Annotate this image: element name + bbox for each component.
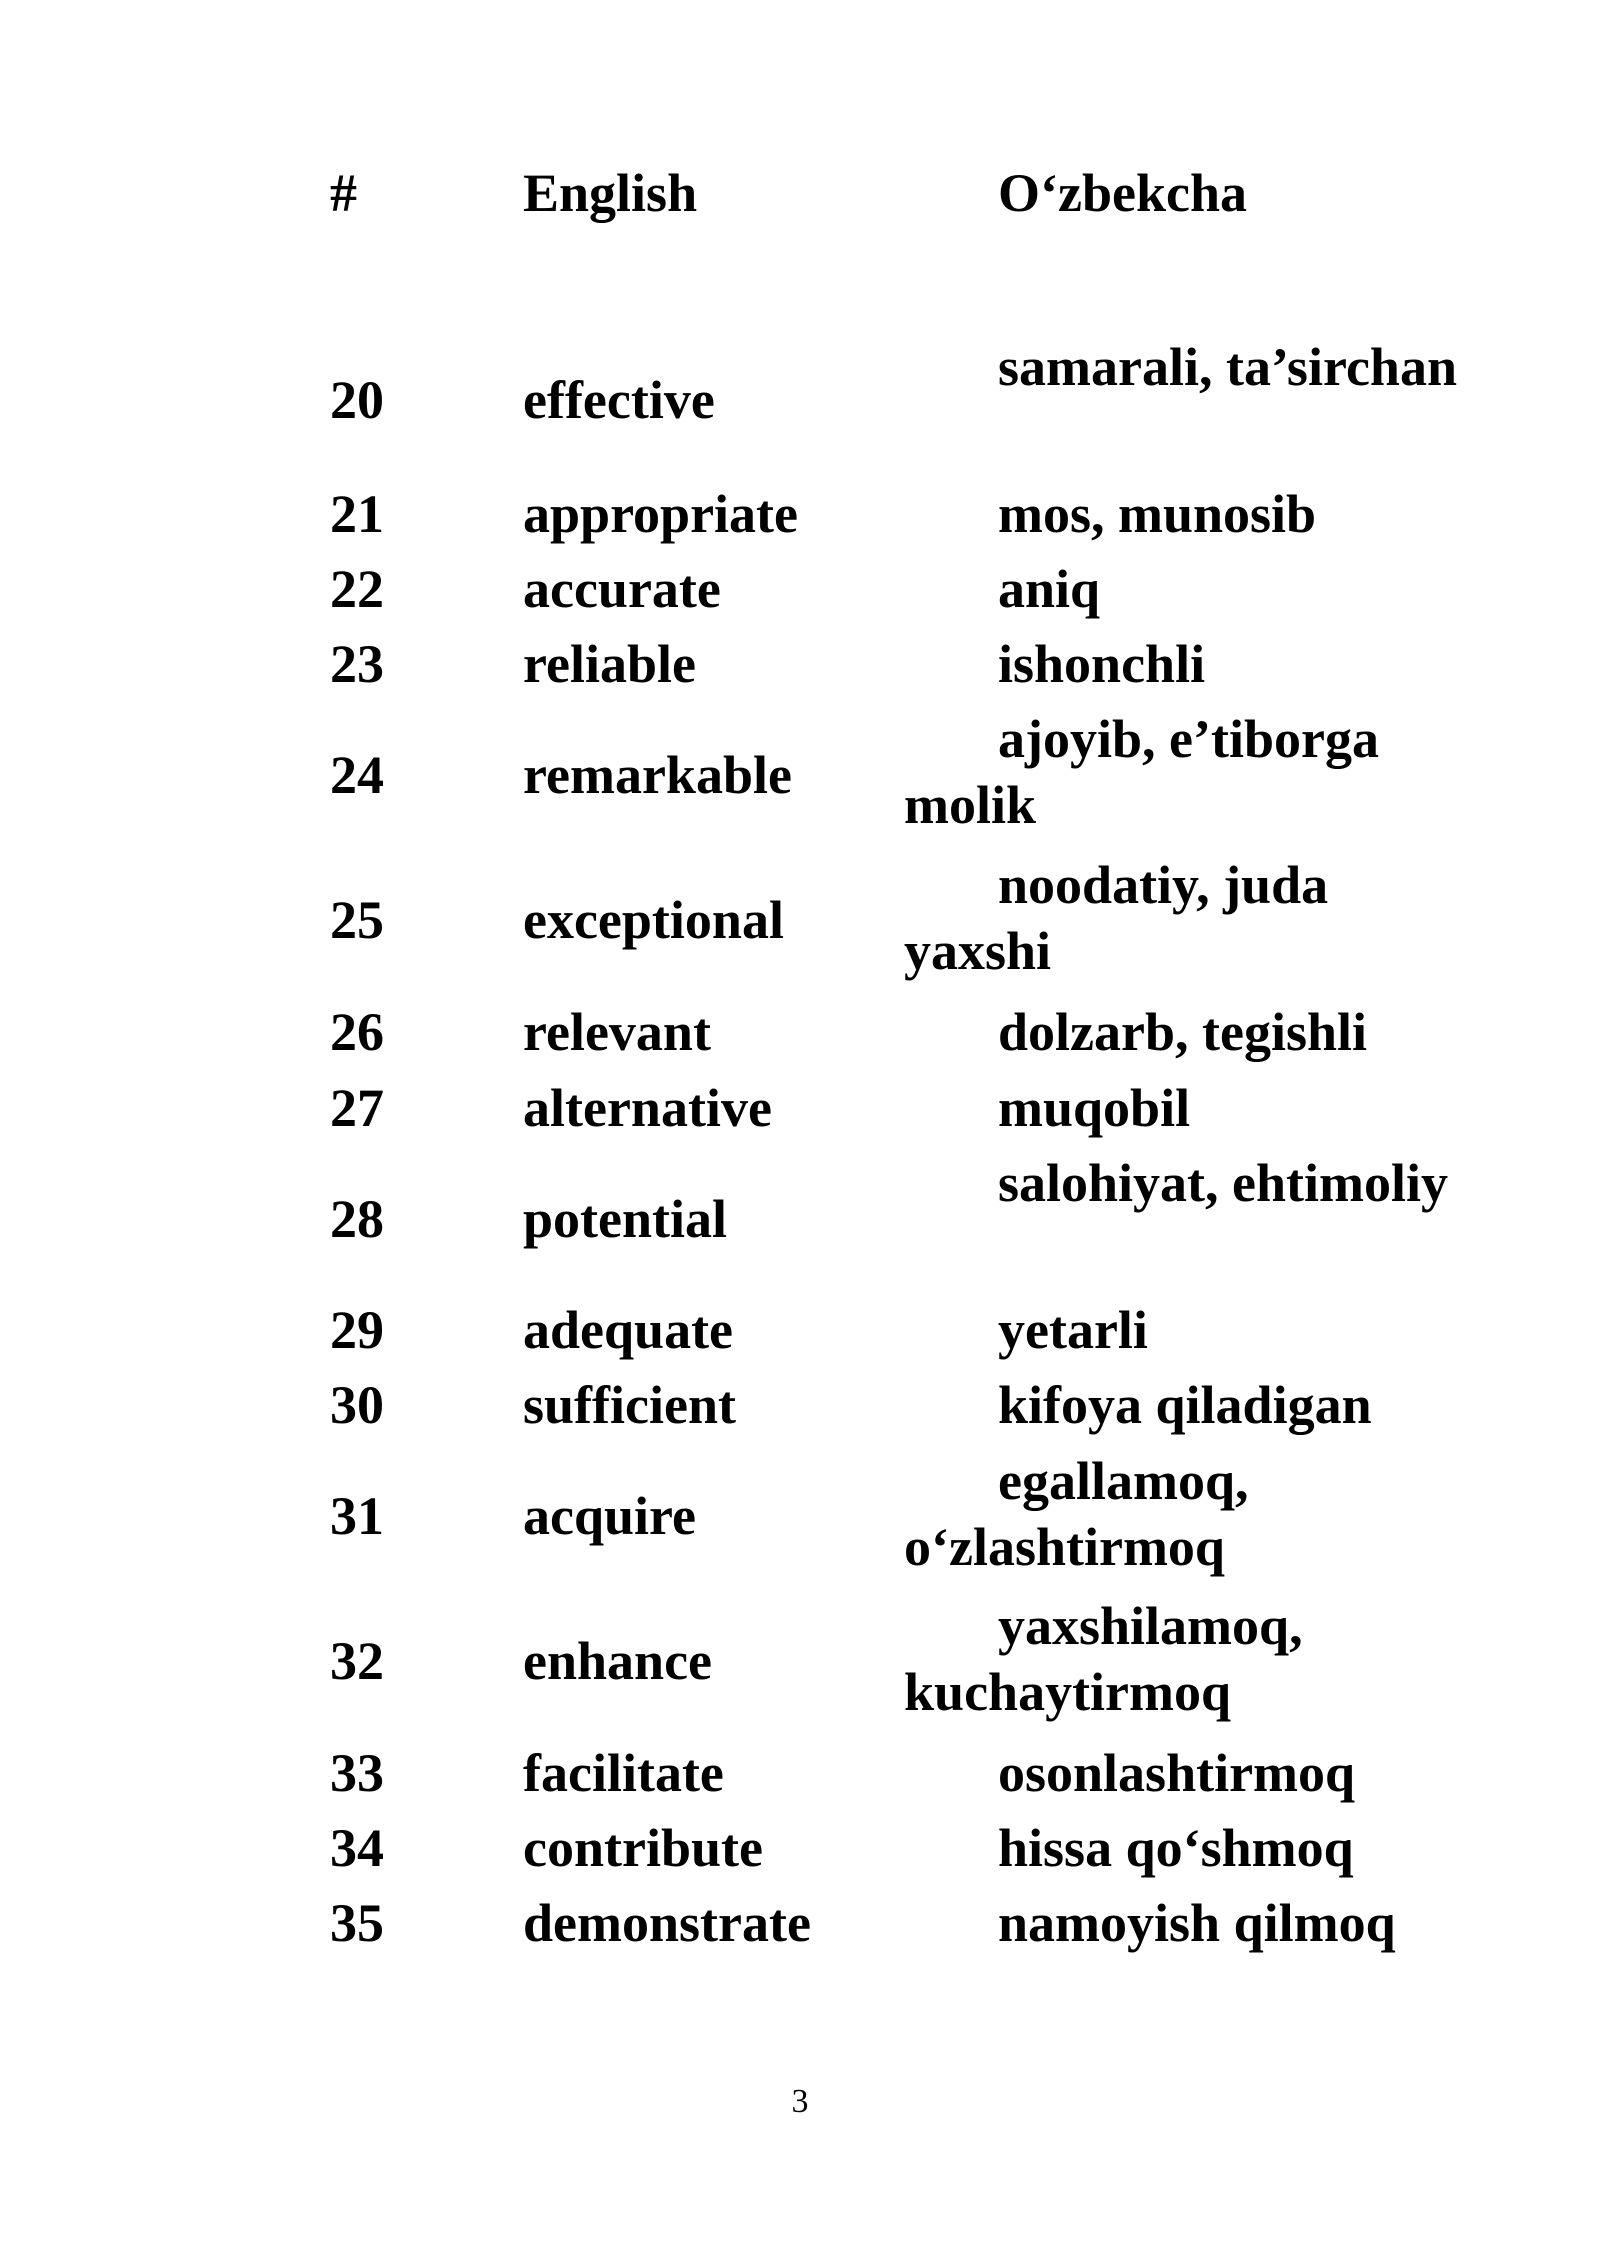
row-uzbek: hissa qo‘shmoq xyxy=(998,1818,1354,1878)
row-english: appropriate xyxy=(523,484,799,544)
row-english: relevant xyxy=(523,1002,711,1062)
row-number: 25 xyxy=(330,890,384,950)
row-english: enhance xyxy=(523,1631,712,1691)
row-number: 33 xyxy=(330,1743,384,1803)
row-uzbek: yetarli xyxy=(998,1300,1148,1360)
row-number: 31 xyxy=(330,1486,384,1546)
row-english: demonstrate xyxy=(523,1893,811,1953)
row-number: 35 xyxy=(330,1893,384,1953)
row-english: exceptional xyxy=(523,890,784,950)
row-english: facilitate xyxy=(523,1743,724,1803)
row-english: acquire xyxy=(523,1486,696,1546)
row-uzbek: aniq xyxy=(998,559,1101,619)
row-number: 28 xyxy=(330,1189,384,1249)
row-number: 34 xyxy=(330,1818,384,1878)
row-english: remarkable xyxy=(523,745,792,805)
row-number: 24 xyxy=(330,745,384,805)
row-uzbek: muqobil xyxy=(998,1078,1191,1138)
row-uzbek: salohiyat, ehtimoliy xyxy=(998,1153,1449,1213)
row-number: 23 xyxy=(330,634,384,694)
row-number: 29 xyxy=(330,1300,384,1360)
row-number: 22 xyxy=(330,559,384,619)
row-english: reliable xyxy=(523,634,696,694)
row-uzbek: namoyish qilmoq xyxy=(998,1893,1396,1953)
row-english: effective xyxy=(523,370,715,430)
row-english: alternative xyxy=(523,1078,772,1138)
row-uzbek: dolzarb, tegishli xyxy=(998,1002,1368,1062)
page-number: 3 xyxy=(791,2083,809,2120)
row-english: potential xyxy=(523,1189,728,1249)
row-english: contribute xyxy=(523,1818,763,1878)
row-number: 26 xyxy=(330,1002,384,1062)
row-uzbek: noodatiy, juda yaxshi xyxy=(904,855,1329,981)
row-uzbek: kifoya qiladigan xyxy=(998,1375,1372,1435)
row-uzbek: mos, munosib xyxy=(998,484,1317,544)
row-number: 27 xyxy=(330,1078,384,1138)
row-uzbek: osonlashtirmoq xyxy=(998,1743,1356,1803)
row-number: 32 xyxy=(330,1631,384,1691)
row-uzbek: samarali, ta’sirchan xyxy=(998,337,1457,397)
row-uzbek: ishonchli xyxy=(998,634,1206,694)
header-uzbek: O‘zbekcha xyxy=(998,163,1247,223)
header-number: # xyxy=(330,163,357,223)
row-uzbek: yaxshilamoq, kuchaytirmoq xyxy=(904,1596,1303,1722)
row-number: 21 xyxy=(330,484,384,544)
row-uzbek: ajoyib, e’tiborga molik xyxy=(904,709,1379,835)
row-number: 30 xyxy=(330,1375,384,1435)
row-english: accurate xyxy=(523,559,721,619)
row-english: sufficient xyxy=(523,1375,736,1435)
row-uzbek: egallamoq, o‘zlashtirmoq xyxy=(904,1451,1249,1577)
row-number: 20 xyxy=(330,370,384,430)
row-english: adequate xyxy=(523,1300,734,1360)
header-english: English xyxy=(523,163,698,223)
